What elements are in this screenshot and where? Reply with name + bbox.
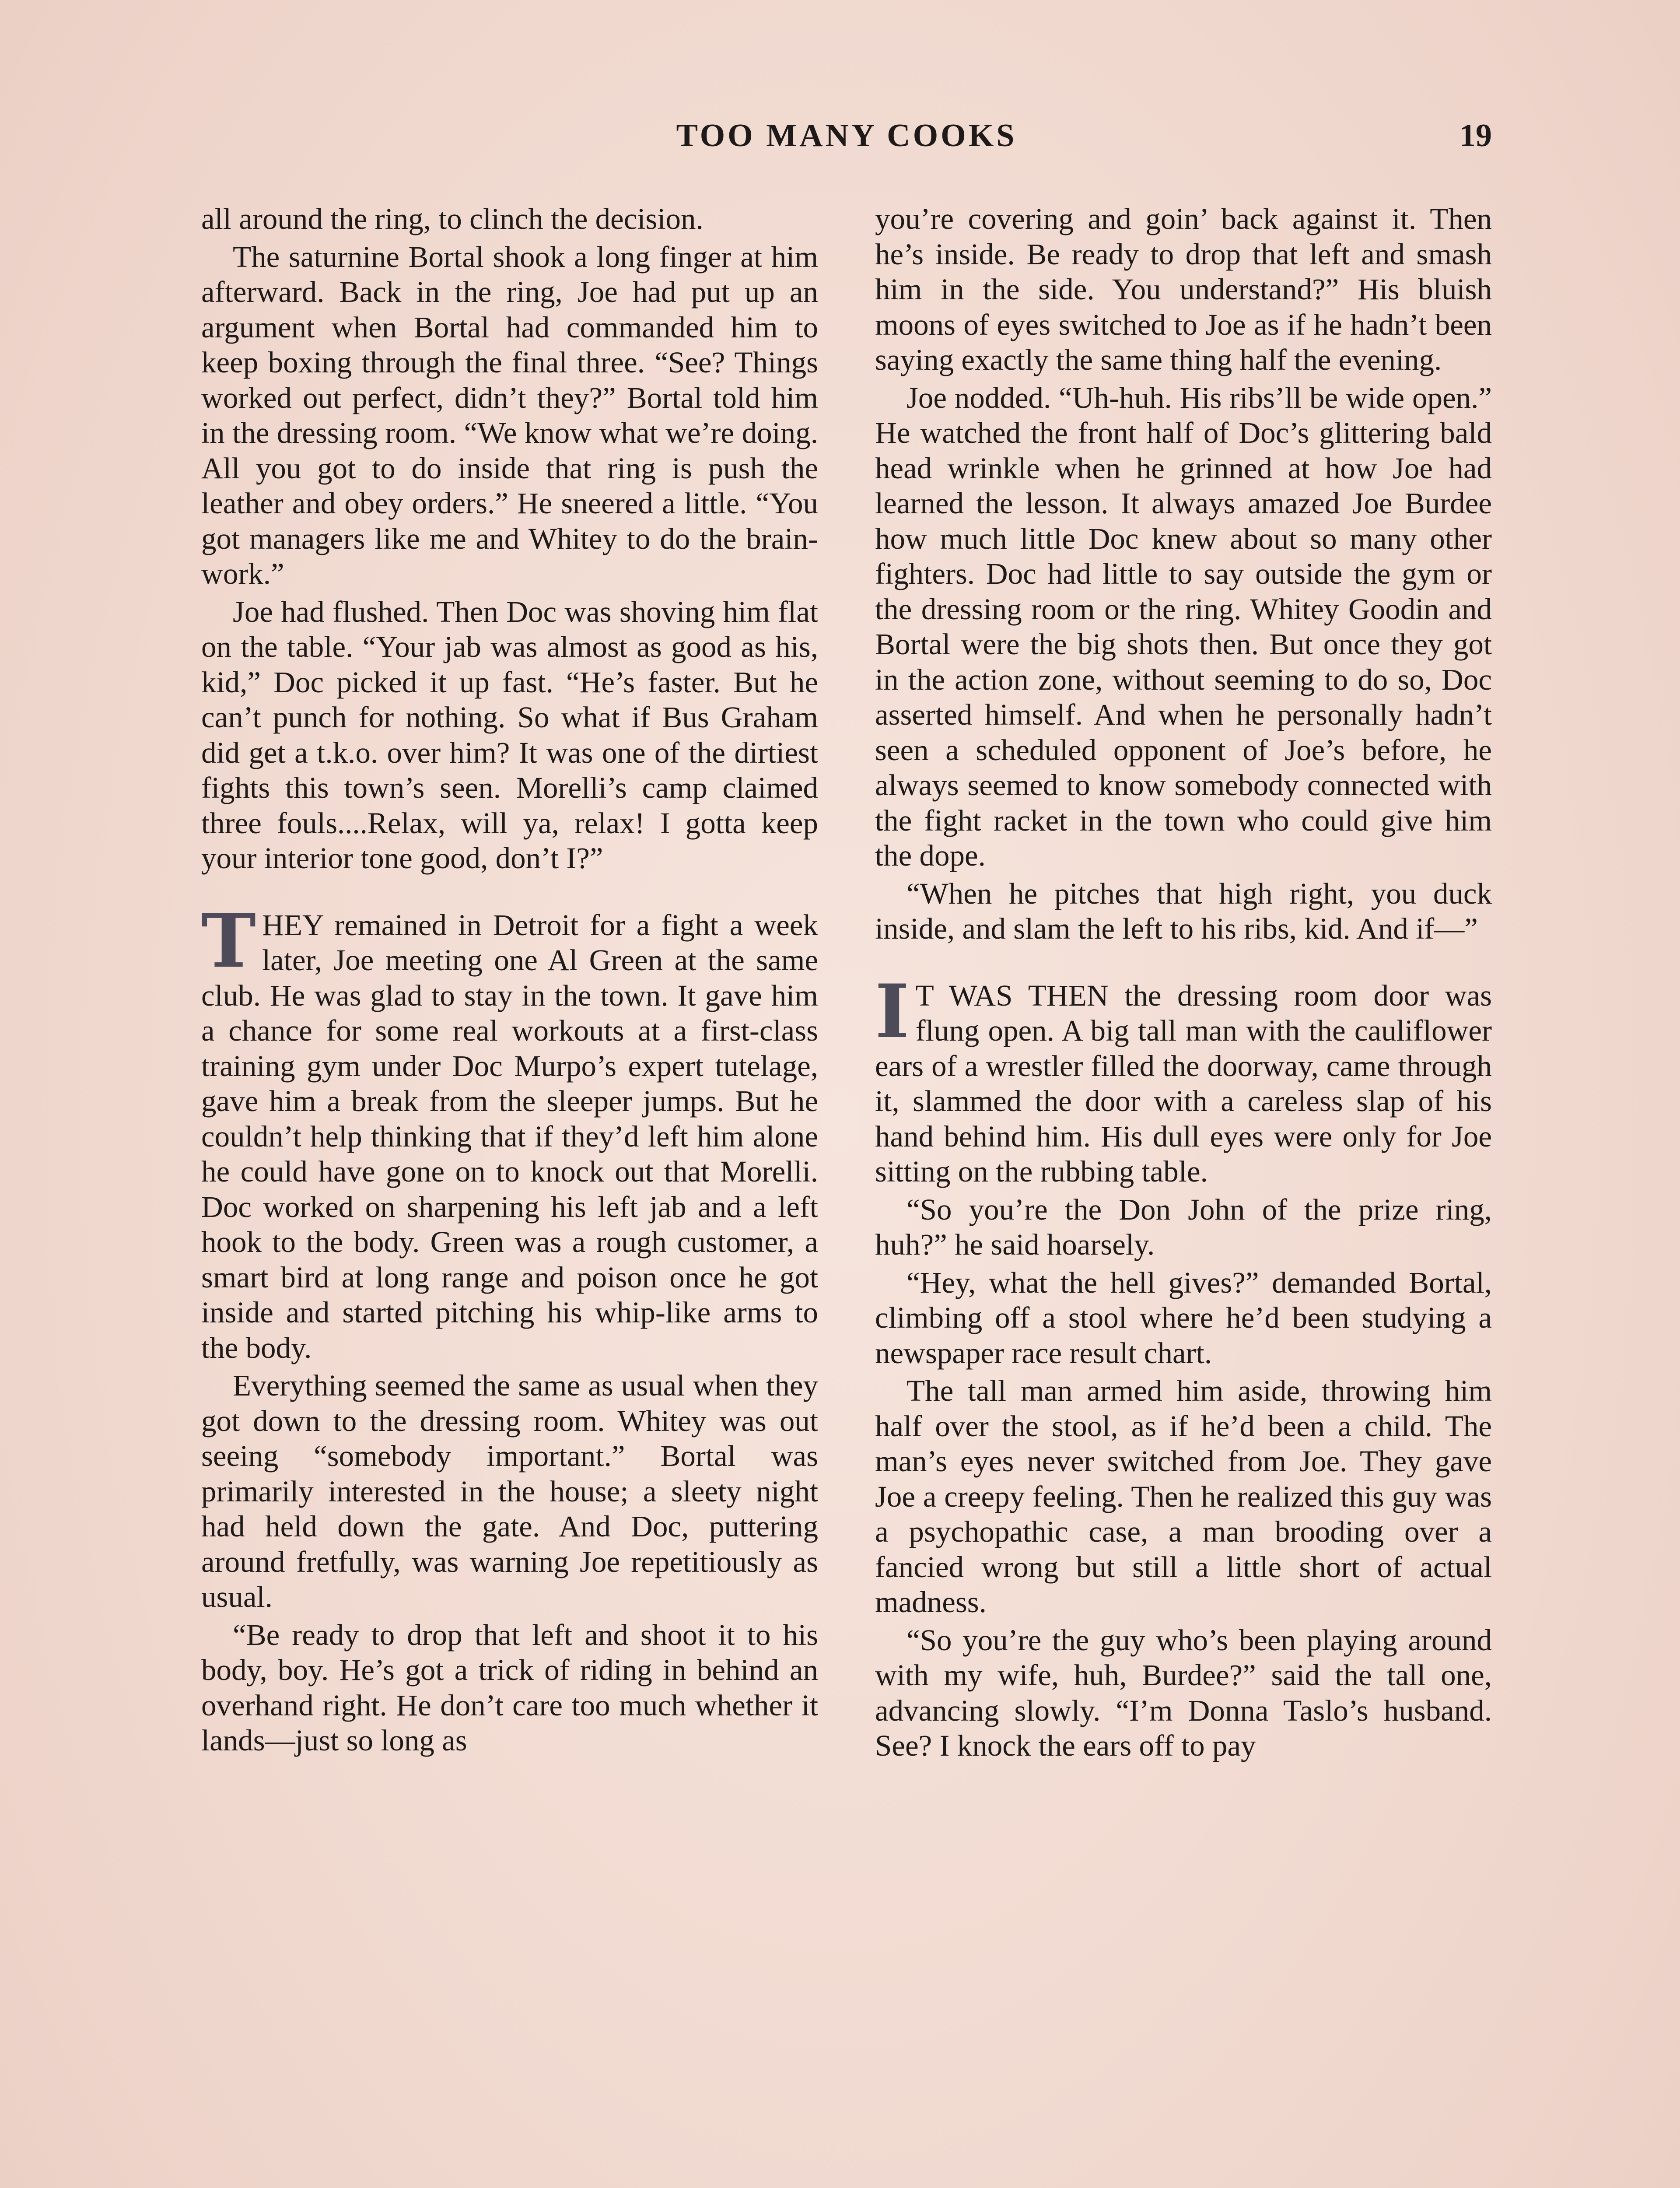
paragraph-text: HEY remained in Detroit for a fight a week later, Joe meeting one Al Green at the same club. He was glad to stay in the town. It gave him a chance for some real workouts at a first-class training gym under Doc Murpo’s expert tutelage, gave him a break from the sleeper jumps. But he couldn’t help thinking that if they’d left him alone he could have gone on to knock out that Morelli. Doc worked on sharpening his left jab and a left hook to the body. Green was a rough customer, a smart bird at long range and poison once he got inside and started pitching his whip-like arms to the body. — [201, 908, 818, 1364]
paragraph: Everything seemed the same as usual when they got down to the dressing room. Whitey was out seeing “somebody important.” Bortal was primarily interested in the house; a sleety night had held down the gate. And Doc, puttering around fretfully, was warning Joe repetitiously as usual. — [201, 1369, 818, 1613]
paragraph: “Be ready to drop that left and shoot it to his body, boy. He’s got a trick of riding in behind an overhand right. He don’t care too much whether it lands—just so long as — [201, 1618, 818, 1757]
paragraph: “When he pitches that high right, you duck inside, and slam the left to his ribs, kid. And if—” — [875, 877, 1492, 945]
drop-cap: I — [875, 968, 910, 1055]
paragraph: “Hey, what the hell gives?” demanded Bortal, climbing off a stool where he’d been studying a newspaper race result chart. — [875, 1266, 1492, 1370]
left-column — [201, 201, 818, 2188]
right-column — [875, 201, 1492, 2188]
section-paragraph — [875, 968, 1492, 1189]
paragraph: Joe nodded. “Uh-huh. His ribs’ll be wide open.” He watched the front half of Doc’s glittering bald head wrinkle when he grinned at how Joe had learned the lesson. It always amazed Joe Burdee how much little Doc knew about so many other fighters. Doc had little to say outside the gym or the dressing room or the ring. Whitey Goodin and Bortal were the big shots then. But once they got in the action zone, without seeming to do so, Doc asserted himself. And when he personally hadn’t seen a scheduled opponent of Joe’s before, he always seemed to know somebody connected with the fight racket in the town who could give him the dope. — [875, 381, 1492, 872]
paragraph: “So you’re the Don John of the prize ring, huh?” he said hoarsely. — [875, 1192, 1492, 1261]
paragraph: The saturnine Bortal shook a long finger at him afterward. Back in the ring, Joe had put up an argument when Bortal had commanded him to keep boxing through the final three. “See? Things worked out perfect, didn’t they?” Bortal told him in the dressing room. “We know what we’re doing. All you got to do inside that ring is push the leather and obey orders.” He sneered a little. “You got managers like me and Whitey to do the brain-work.” — [201, 240, 818, 590]
section-paragraph — [201, 897, 818, 1366]
paragraph: Joe had flushed. Then Doc was shoving him flat on the table. “Your jab was almost as good as his, kid,” Doc picked it up fast. “He’s faster. But he can’t punch for nothing. So what if Bus Graham did get a t.k.o. over him? It was one of the dirtiest fights this town’s seen. Morelli’s camp claimed three fouls....Relax, will ya, relax! I gotta keep your interior tone good, don’t I?” — [201, 595, 818, 875]
paragraph: “So you’re the guy who’s been playing around with my wife, huh, Burdee?” said the tall one, advancing slowly. “I’m Donna Taslo’s husband. See? I knock the ears off to pay — [875, 1623, 1492, 1762]
running-title: TOO MANY COOKS — [676, 118, 1017, 154]
drop-cap: T — [201, 897, 256, 984]
paragraph: The tall man armed him aside, throwing him half over the stool, as if he’d been a child. The man’s eyes never switched from Joe. They gave Joe a creepy feeling. Then he realized this guy was a psychopathic case, a man brooding over a fancied wrong but still a little short of actual madness. — [875, 1374, 1492, 1619]
page-header — [201, 117, 1492, 165]
paragraph: you’re covering and goin’ back against it. Then he’s inside. Be ready to drop that left and smash him in the side. You understand?” His bluish moons of eyes switched to Joe as if he hadn’t been saying exactly the same thing half the evening. — [875, 202, 1492, 376]
paragraph: all around the ring, to clinch the decision. — [201, 202, 704, 235]
paragraph-text: T WAS THEN the dressing room door was flung open. A big tall man with the cauliflower ears of a wrestler filled the doorway, came through it, slammed the door with a careless slap of his hand behind him. His dull eyes were only for Joe sitting on the rubbing table. — [875, 978, 1492, 1188]
page-number: 19 — [1460, 118, 1492, 154]
text-columns — [201, 201, 1492, 2188]
